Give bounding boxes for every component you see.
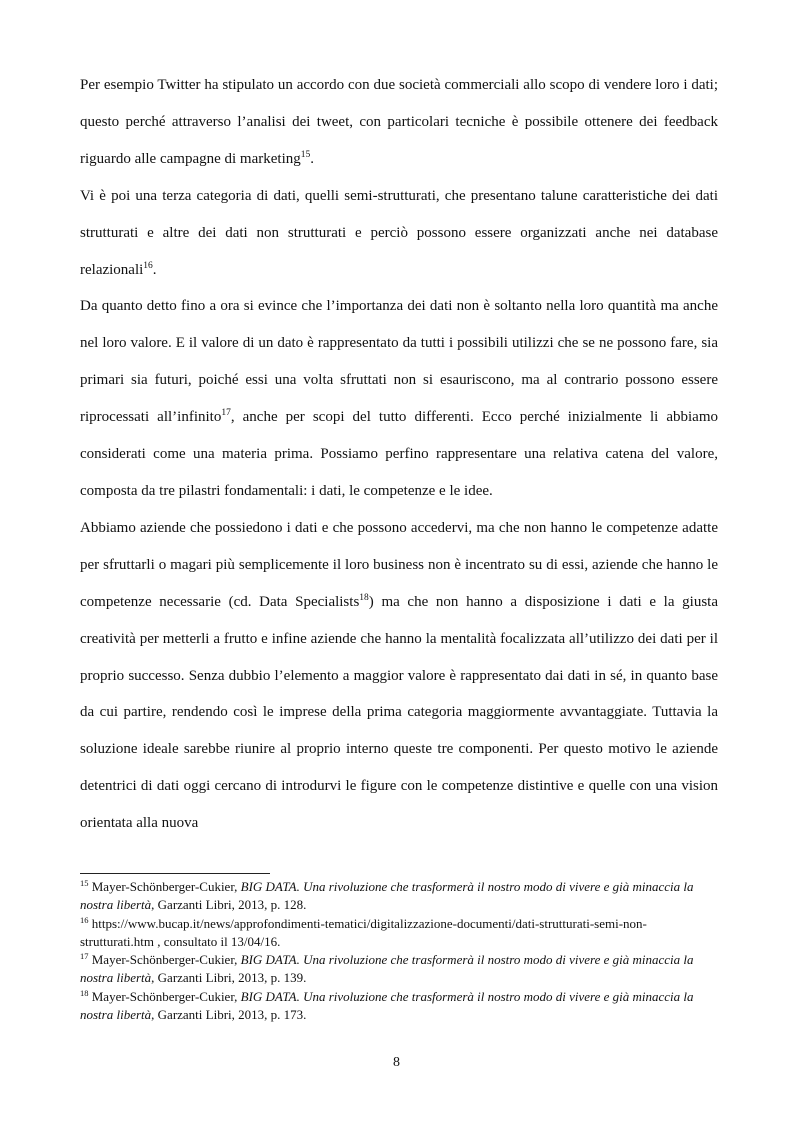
- text-run: .: [310, 150, 314, 167]
- body-text: [80, 67, 718, 842]
- paragraph: [80, 67, 718, 178]
- text-run: .: [152, 261, 157, 278]
- text-run: , Garzanti Libri, 2013, p. 173.: [151, 1007, 307, 1023]
- footnote-reference: 17: [221, 408, 231, 419]
- footnote: [80, 988, 720, 1025]
- text-run: Mayer-Schönberger-Cukier,: [88, 952, 241, 968]
- text-run: Mayer-Schönberger-Cukier,: [88, 879, 241, 894]
- text-run: Da quanto detto fino a ora si evince che l’importanza dei dati non è soltanto nella loro quantità ma anche nel loro valore. E il valore di un dato è rappresentato da tutti i possibili utilizzi che se ne possono fare, sia primari sia futuri, poiché essi una volta sfruttati non si esauriscono, ma al contrario possono essere riprocessati all’infinito: [80, 298, 718, 426]
- paragraph: [80, 178, 718, 289]
- text-run: Mayer-Schönberger-Cukier,: [88, 988, 241, 1004]
- paragraph: [80, 288, 718, 509]
- footnote: [80, 951, 720, 988]
- footnote-reference: 17: [80, 951, 89, 962]
- footnote-reference: 18: [80, 987, 89, 998]
- footnote-reference: 16: [80, 914, 89, 925]
- book-title: BIG DATA. Una rivoluzione che trasformerà il nostro modo di vivere e già minaccia la nostra libertà: [80, 952, 694, 986]
- footnote-reference: 15: [300, 149, 311, 160]
- footnote: [80, 915, 720, 952]
- footnote-reference: 15: [80, 878, 89, 888]
- text-run: , Garzanti Libri, 2013, p. 128.: [151, 897, 307, 913]
- page-number: 8: [393, 1055, 400, 1070]
- text-run: , Garzanti Libri, 2013, p. 139.: [151, 970, 307, 986]
- text-run: Abbiamo aziende che possiedono i dati e che possono accedervi, ma che non hanno le competenze adatte per sfruttarli o magari più semplicemente il loro business non è incentrato su di essi, aziende che hanno le competenze necessarie (cd. Data Specialists: [80, 519, 718, 610]
- book-title: BIG DATA. Una rivoluzione che trasformerà il nostro modo di vivere e già minaccia la nostra libertà: [80, 988, 694, 1023]
- text-run: https://www.bucap.it/news/approfondimenti-tematici/digitalizzazione-documenti/dati-strutturati-semi-non-strutturati.htm , consultato il 13/04/16.: [80, 915, 647, 949]
- text-run: Vi è poi una terza categoria di dati, quelli semi-strutturati, che presentano talune caratteristiche dei dati strutturati e altre dei dati non strutturati e perciò possono essere organizzati anche nei database relazionali: [80, 187, 718, 278]
- footnotes: [80, 878, 720, 1024]
- footnote: [80, 878, 720, 915]
- footnote-divider: [80, 873, 270, 874]
- text-run: , anche per scopi del tutto differenti. Ecco perché inizialmente li abbiamo considerati come una materia prima. Possiamo perfino rappresentare una relativa catena del valore, composta da tre pilastri fondamentali: i dati, le competenze e le idee.: [80, 409, 719, 499]
- text-run: ) ma che non hanno a disposizione i dati e la giusta creatività per metterli a frutto e infine aziende che hanno la mentalità focalizzata all’utilizzo dei dati per il proprio successo. Senza dubbio l’elemento a maggior valore è rappresentato dai dati in sé, in quanto base da cui partire, rendendo così le imprese della prima categoria maggiormente avvantaggiate. Tuttavia la soluzione ideale sarebbe riunire al proprio interno queste tre componenti. Per questo motivo le aziende detentrici di dati oggi cercano di introdurvi le figure con le competenze distintive e quelle con una vision orientata alla nuova: [80, 593, 718, 832]
- book-title: BIG DATA. Una rivoluzione che trasformerà il nostro modo di vivere e già minaccia la nostra libertà: [80, 879, 694, 913]
- footnote-reference: 18: [359, 592, 369, 603]
- footnote-reference: 16: [143, 260, 153, 271]
- text-run: Per esempio Twitter ha stipulato un accordo con due società commerciali allo scopo di vendere loro i dati; questo perché attraverso l’analisi dei tweet, con particolari tecniche è possibile ottenere dei feedback riguardo alle campagne di marketing: [80, 77, 718, 167]
- paragraph: [80, 510, 718, 842]
